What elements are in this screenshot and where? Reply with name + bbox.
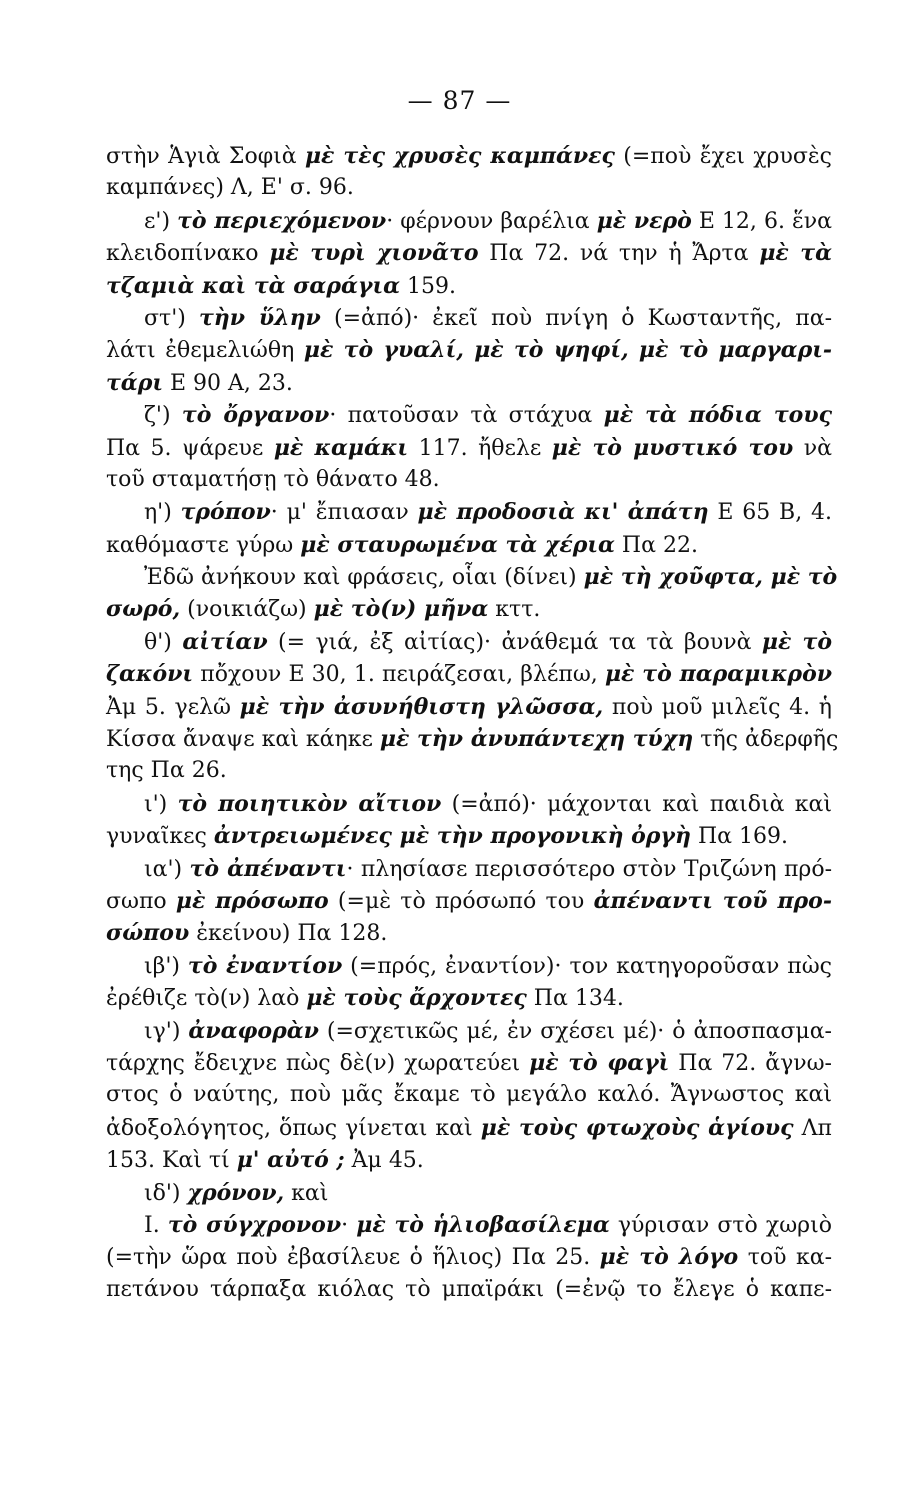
text-line: 153. Καὶ τί μ' αὐτό ; Ἀμ 45. (106, 1147, 424, 1174)
body-text (106, 140, 839, 1306)
text-line: ζ') τὸ ὄργανον· πατοῦσαν τὰ στάχυα μὲ τὰ πόδια τους (144, 402, 832, 429)
text-line: ι') τὸ ποιητικὸν αἴτιον (=ἀπό)· μάχονται καὶ παιδιὰ καὶ (144, 790, 832, 817)
text-line: πετάνου τάρπαξα κιόλας τὸ μπαϊράκι (=ἐνῷ το ἔλεγε ὁ καπε- (106, 1276, 832, 1302)
text-line: τοῦ σταματήσῃ τὸ θάνατο 48. (106, 466, 440, 492)
text-line: καμπάνες) Λ, Ε' σ. 96. (106, 175, 354, 201)
text-line: η') τρόπον· μ' ἔπιασαν μὲ προδοσιὰ κι' ἀπάτη Ε 65 Β, 4. (144, 499, 832, 526)
text-line: τζαμιὰ καὶ τὰ σαράγια 159. (106, 272, 457, 299)
text-line: στ') τὴν ὕλην (=ἀπό)· ἐκεῖ ποὺ πνίγη ὁ Κωσταντῆς, πα- (144, 304, 832, 331)
text-line: (=τὴν ὥρα ποὺ ἐβασίλευε ὁ ἥλιος) Πα 25. μὲ τὸ λόγο τοῦ κα- (106, 1244, 832, 1271)
text-line: Πα 5. ψάρευε μὲ καμάκι 117. ἤθελε μὲ τὸ μυστικό του νὰ (106, 434, 832, 461)
text-line: θ') αἰτίαν (= γιά, ἐξ αἰτίας)· ἀνάθεμά τα τὰ βουνὰ μὲ τὸ (144, 628, 832, 655)
text-line: Ἀμ 5. γελῶ μὲ τὴν ἀσυνήθιστη γλῶσσα, ποὺ μοῦ μιλεῖς 4. ἡ (106, 693, 832, 720)
text-line: ιγ') ἀναφορὰν (=σχετικῶς μέ, ἐν σχέσει μέ)· ὁ ἀποσπασμα- (144, 1017, 832, 1044)
text-line: Ἐδῶ ἀνήκουν καὶ φράσεις, οἷαι (δίνει) μὲ τὴ χοῦφτα, μὲ τὸ (144, 564, 838, 591)
text-line: στὴν Ἁγιὰ Σοφιὰ μὲ τὲς χρυσὲς καμπάνες (=ποὺ ἔχει χρυσὲς (106, 143, 832, 169)
text-line: καθόμαστε γύρω μὲ σταυρωμένα τὰ χέρια Πα 22. (106, 531, 698, 558)
text-line: ιβ') τὸ ἐναντίον (=πρός, ἐναντίον)· τον κατηγοροῦσαν πὼς (144, 952, 832, 979)
text-line: σώπου ἐκείνου) Πα 128. (106, 920, 388, 947)
text-line: της Πα 26. (106, 758, 227, 784)
text-line: γυναῖκες ἀντρειωμένες μὲ τὴν προγονικὴ ὀργὴ Πα 169. (106, 823, 788, 850)
text-line: Ι. τὸ σύγχρονον· μὲ τὸ ἡλιοβασίλεμα γύρισαν στὸ χωριὸ (144, 1211, 832, 1238)
text-line: στος ὁ ναύτης, ποὺ μᾶς ἔκαμε τὸ μεγάλο καλό. Ἄγνωστος καὶ (106, 1082, 832, 1108)
text-line: ιδ') χρόνον, καὶ (144, 1179, 329, 1206)
text-line: ε') τὸ περιεχόμενον· φέρνουν βαρέλια μὲ νερὸ Ε 12, 6. ἕνα (144, 207, 832, 234)
text-line: τάρχης ἔδειχνε πὼς δὲ(ν) χωρατεύει μὲ τὸ φαγὶ Πα 72. ἄγνω- (106, 1049, 832, 1076)
text-line: λάτι ἐθεμελιώθη μὲ τὸ γυαλί, μὲ τὸ ψηφί, μὲ τὸ μαργαρι- (106, 337, 832, 364)
text-line: κλειδοπίνακο μὲ τυρὶ χιονᾶτο Πα 72. νά την ἡ Ἄρτα μὲ τὰ (106, 240, 832, 267)
text-line: ζακόνι πὄχουν Ε 30, 1. πειράζεσαι, βλέπω, μὲ τὸ παραμικρὸν (106, 661, 833, 688)
text-line: Κίσσα ἄναψε καὶ κάηκε μὲ τὴν ἀνυπάντεχη τύχη τῆς ἀδερφῆς (106, 726, 839, 753)
text-line: ἐρέθιζε τὸ(ν) λαὸ μὲ τοὺς ἄρχοντες Πα 134. (106, 985, 624, 1012)
text-line: τάρι Ε 90 Α, 23. (106, 369, 293, 396)
text-line: σωρό, (νοικιάζω) μὲ τὸ(ν) μῆνα κττ. (106, 596, 541, 623)
text-line: ἀδοξολόγητος, ὅπως γίνεται καὶ μὲ τοὺς φτωχοὺς ἁγίους Λπ (106, 1114, 833, 1141)
text-line: ια') τὸ ἀπέναντι· πλησίασε περισσότερο στὸν Τριζώνη πρό- (144, 855, 833, 882)
text-line: σωπο μὲ πρόσωπο (=μὲ τὸ πρόσωπό του ἀπέναντι τοῦ προ- (106, 887, 832, 914)
page-number: — 87 — (407, 86, 512, 115)
